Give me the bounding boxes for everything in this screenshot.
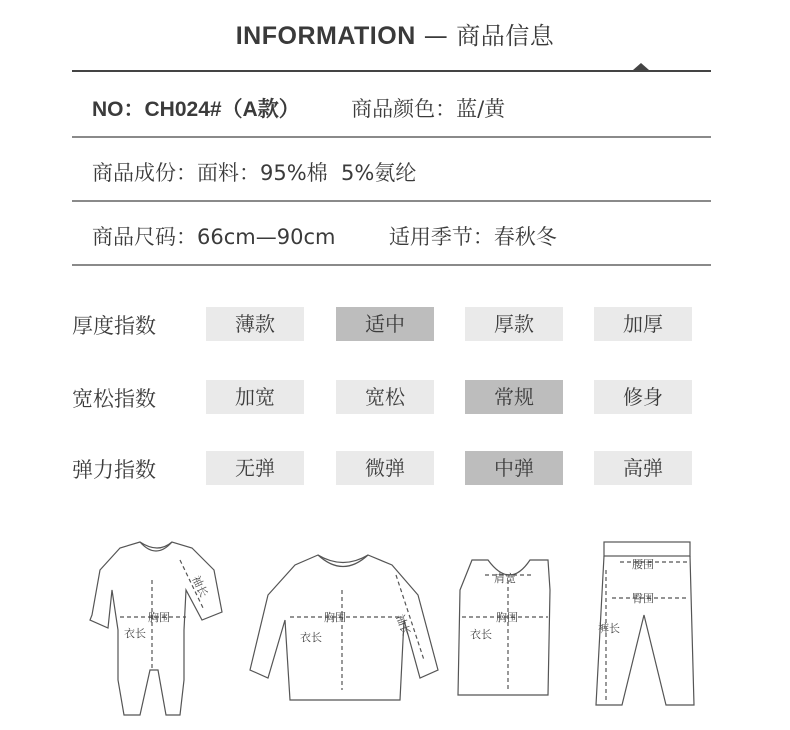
info-row-size-season	[92, 221, 557, 251]
header-arrow-icon	[633, 63, 649, 70]
index-option: 厚款	[465, 307, 563, 341]
index-option: 微弹	[336, 451, 434, 485]
index-label: 弹力指数	[72, 458, 156, 482]
top-sleeve-label: 袖长	[393, 612, 413, 638]
pants-waist-label: 腰围	[632, 558, 654, 571]
row-divider	[72, 264, 711, 266]
title-english: INFORMATION	[235, 22, 416, 50]
index-option: 适中	[336, 307, 434, 341]
index-option: 常规	[465, 380, 563, 414]
product-size: 商品尺码：66cm—90cm	[92, 225, 336, 249]
index-option: 加宽	[206, 380, 304, 414]
row-divider	[72, 200, 711, 202]
section-title	[0, 16, 790, 51]
index-option: 宽松	[336, 380, 434, 414]
vest-shoulder-label: 肩宽	[494, 572, 516, 585]
title-chinese: 商品信息	[456, 22, 555, 50]
index-option: 中弹	[465, 451, 563, 485]
row-divider	[72, 136, 711, 138]
romper-length-label: 衣长	[124, 627, 146, 640]
header-divider	[72, 70, 711, 72]
pants-length-label: 裤长	[598, 622, 620, 635]
garment-diagrams	[0, 520, 790, 730]
top-chest-label: 胸围	[324, 611, 346, 624]
product-code: NO：CH024#（A款）	[92, 98, 300, 121]
index-option: 无弹	[206, 451, 304, 485]
index-label: 厚度指数	[72, 314, 156, 338]
vest-length-label: 衣长	[470, 628, 492, 641]
index-option: 薄款	[206, 307, 304, 341]
index-option: 高弹	[594, 451, 692, 485]
product-season: 适用季节：春秋冬	[388, 225, 557, 249]
romper-diagram	[90, 542, 222, 715]
top-length-label: 衣长	[300, 631, 322, 644]
romper-sleeve-label: 袖长	[189, 573, 211, 600]
info-row-composition	[92, 157, 416, 187]
index-label: 宽松指数	[72, 387, 156, 411]
title-dash: —	[423, 22, 449, 50]
pants-hip-label: 臀围	[632, 592, 654, 605]
product-color: 商品颜色：蓝/黄	[351, 97, 506, 121]
index-option: 修身	[594, 380, 692, 414]
romper-chest-label: 胸围	[148, 611, 170, 624]
product-composition: 商品成份：面料：95%棉 5%氨纶	[92, 161, 417, 185]
vest-chest-label: 胸围	[496, 611, 518, 624]
index-option: 加厚	[594, 307, 692, 341]
info-row-code-color	[92, 93, 505, 123]
